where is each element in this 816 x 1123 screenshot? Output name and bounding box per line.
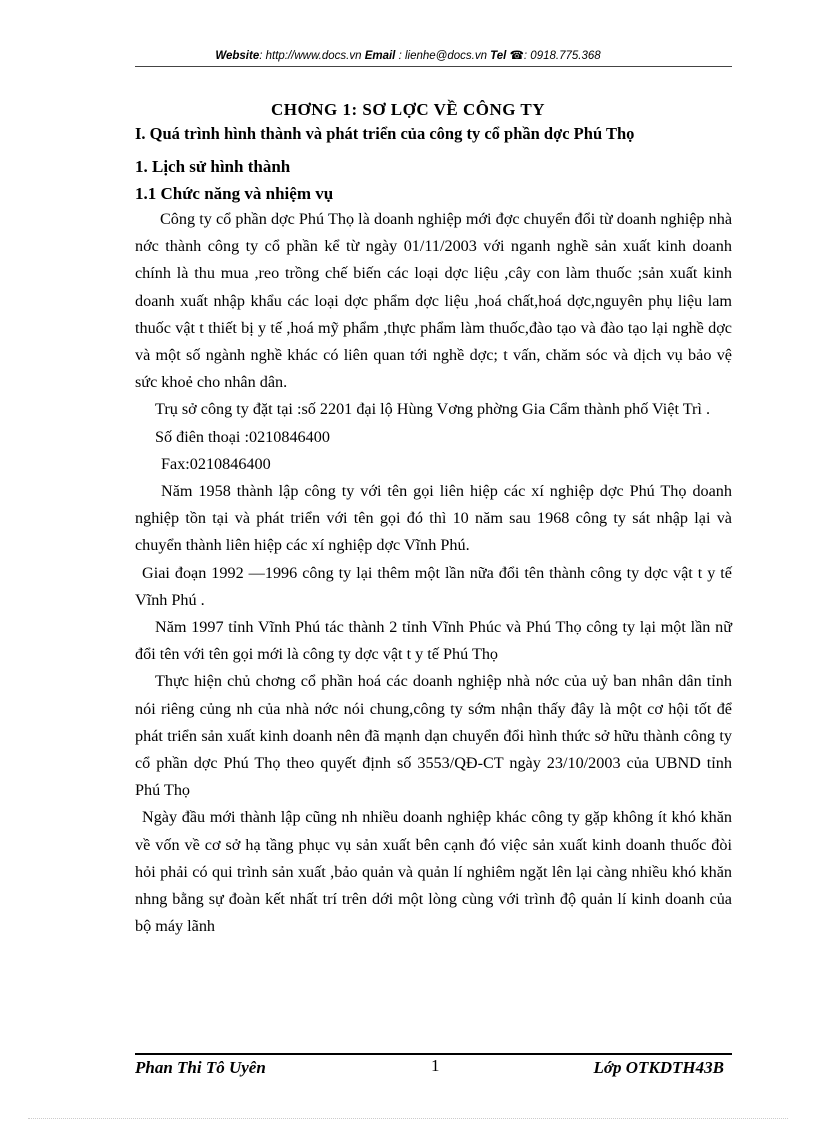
page-header bbox=[0, 48, 816, 62]
subheading-functions: 1.1 Chức năng và nhiệm vụ bbox=[135, 184, 334, 203]
paragraph: Số điên thoại :0210846400 bbox=[155, 427, 330, 446]
email-label: Email bbox=[364, 50, 396, 62]
document-body bbox=[135, 206, 732, 940]
footer-author: Phan Thi Tô Uyên bbox=[135, 1058, 266, 1077]
section-title: Quá trình hình thành và phát triển của công ty cổ phần dợc Phú Thọ bbox=[149, 124, 635, 143]
phone-icon: ☎ bbox=[509, 50, 524, 62]
paragraph: Năm 1997 tỉnh Vĩnh Phú tác thành 2 tỉnh Vĩnh Phúc và Phú Thọ công ty lại một lần nữ đổi tên với tên gọi mới là công ty dợc vật t y tế Phú Thọ bbox=[135, 618, 732, 664]
paragraph: Năm 1958 thành lập công ty với tên gọi liên hiệp các xí nghiệp dợc Phú Thọ doanh nghiệp tồn tại và phát triển với tên gọi đó thì 10 năm sau 1968 công ty sát nhập lại và chuyển thành liên hiệp các xí nghiệp dợc Vĩnh Phú. bbox=[135, 482, 732, 555]
subheading-history: 1. Lịch sử hình thành bbox=[135, 157, 291, 176]
section-number: I. bbox=[135, 124, 146, 143]
website-value: : http://www.docs.vn bbox=[259, 50, 362, 62]
website-label: Website bbox=[215, 50, 260, 62]
chapter-title: CHƠNG 1: SƠ LỢC VỀ CÔNG TY bbox=[270, 100, 546, 119]
paragraph: Công ty cổ phần dợc Phú Thọ là doanh nghiệp mới đợc chuyển đổi từ doanh nghiệp nhà nớc thành công ty cổ phần kể từ ngày 01/11/2003 với nganh nghề sản xuất kinh doanh chính là thu mua ,reo trồng chế biến các loại dợc liệu ,cây con làm thuốc ;sản xuất kinh doanh xuất nhập khẩu các loại dợc phẩm dợc liệu ,hoá chất,hoá dợc,nguyên phụ liệu lam thuốc vật t thiết bị y tế ,hoá mỹ phẩm ,thực phẩm làm thuốc,đào tạo và đào tạo lại nghề dợc và một số ngành nghề khác có liên quan tới nghề dợc; t vấn, chăm sóc và dịch vụ bảo vệ sức khoẻ cho nhân dân. bbox=[135, 210, 732, 392]
page-edge bbox=[28, 1118, 788, 1119]
page-number: 1 bbox=[431, 1056, 440, 1075]
paragraph: Trụ sở công ty đặt tại :số 2201 đại lộ Hùng Vơng phờng Gia Cẩm thành phố Việt Trì . bbox=[155, 400, 711, 419]
paragraph: Giai đoạn 1992 —1996 công ty lại thêm một lần nữa đổi tên thành công ty dợc vật t y tế Vĩnh Phú . bbox=[135, 563, 732, 609]
header-divider bbox=[135, 66, 732, 67]
section-heading bbox=[135, 124, 735, 144]
footer-divider bbox=[135, 1053, 732, 1055]
paragraph: Thực hiện chủ chơng cổ phần hoá các doanh nghiệp nhà nớc của uỷ ban nhân dân tỉnh nói riêng củng nh của nhà nớc nói chung,công ty sớm nhận thấy đây là một cơ hội tốt để phát triển sản xuất kinh doanh nên đã mạnh dạn chuyển đổi hình thức sở hữu thành công ty cổ phần dợc Phú Thọ theo quyết định số 3553/QĐ-CT ngày 23/10/2003 của UBND tỉnh Phú Thọ bbox=[135, 672, 732, 800]
tel-label: Tel bbox=[490, 50, 507, 62]
email-value: : lienhe@docs.vn bbox=[398, 50, 487, 62]
tel-value: : 0918.775.368 bbox=[523, 50, 601, 62]
paragraph: Ngày đầu mới thành lập cũng nh nhiều doanh nghiệp khác công ty gặp không ít khó khăn về vốn về cơ sở hạ tầng phục vụ sản xuất bên cạnh đó việc sản xuất kinh doanh thuốc đòi hỏi phải có qui trình sản xuất ,bảo quản và quản lí nghiêm ngặt lên lại càng nhiều khó khăn nhng bằng sự đoàn kết nhất trí trên dới một lòng cùng với trình độ quản lí kinh doanh của bộ máy lãnh bbox=[135, 808, 732, 936]
paragraph: Fax:0210846400 bbox=[161, 454, 271, 473]
footer-class: Lớp OTKDTH43B bbox=[593, 1058, 724, 1077]
